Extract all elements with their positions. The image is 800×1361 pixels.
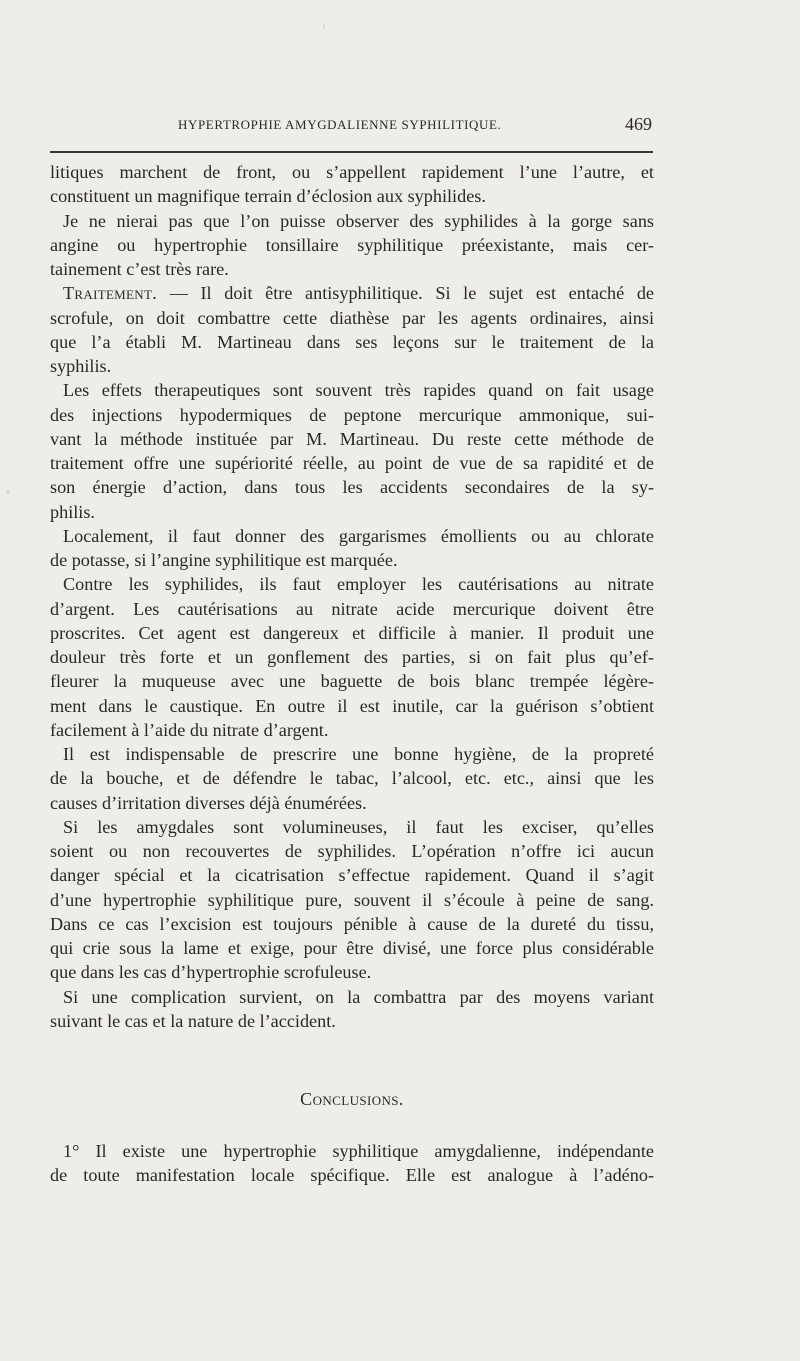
text-line: que l’a établi M. Martineau dans ses leçons sur le traitement de la: [50, 331, 654, 352]
text-line: angine ou hypertrophie tonsillaire syphilitique préexistante, mais cer-: [50, 234, 654, 255]
text-line: facilement à l’aide du nitrate d’argent.: [50, 719, 329, 740]
text-line: constituent un magnifique terrain d’éclosion aux syphilides.: [50, 186, 486, 207]
section-heading-conclusions: Conclusions.: [300, 1089, 404, 1109]
text-line: son énergie d’action, dans tous les accidents secondaires de la sy-: [50, 477, 654, 498]
text-line: traitement offre une supériorité réelle, au point de vue de sa rapidité et de: [50, 453, 654, 473]
text-line: d’argent. Les cautérisations au nitrate acide mercurique doivent être: [50, 598, 654, 619]
paper-spot: [323, 24, 325, 29]
text-line: Si une complication survient, on la combattra par des moyens variant: [63, 986, 654, 1007]
text-line: douleur très forte et un gonflement des parties, si on fait plus qu’ef-: [50, 647, 654, 667]
text-line: Si les amygdales sont volumineuses, il faut les exciser, qu’elles: [63, 816, 654, 837]
text-line: 1° Il existe une hypertrophie syphilitique amygdalienne, indépendante: [63, 1141, 654, 1161]
text-line: philis.: [50, 501, 95, 522]
running-header: [50, 114, 652, 139]
page-number: 469: [625, 114, 652, 134]
text-line: ment dans le caustique. En outre il est inutile, car la guérison s’obtient: [50, 695, 654, 716]
text-line: soient ou non recouvertes de syphilides. L’opération n’offre ici aucun: [50, 841, 654, 861]
text-line: Il est indispensable de prescrire une bonne hygiène, de la propreté: [63, 744, 654, 764]
text-line: suivant le cas et la nature de l’accident.: [50, 1010, 336, 1031]
text-line: causes d’irritation diverses déjà énumérées.: [50, 792, 367, 813]
text-line: scrofule, on doit combattre cette diathèse par les agents ordinaires, ainsi: [50, 307, 654, 328]
body-text: [50, 160, 654, 1033]
text-line: Je ne nierai pas que l’on puisse observer des syphilides à la gorge sans: [63, 210, 654, 231]
text-line: de potasse, si l’angine syphilitique est marquée.: [50, 550, 398, 570]
text-line-traitement: [50, 281, 654, 305]
text-line: danger spécial et la cicatrisation s’effectue rapidement. Quand il s’agit: [50, 865, 654, 886]
text-line-rest: — Il doit être antisyphilitique. Si le sujet est entaché de: [169, 283, 655, 304]
text-line: Dans ce cas l’excision est toujours pénible à cause de la dureté du tissu,: [50, 913, 654, 934]
text-line: qui crie sous la lame et exige, pour être divisé, une force plus considérable: [50, 938, 654, 958]
text-line: de la bouche, et de défendre le tabac, l’alcool, etc. etc., ainsi que les: [50, 768, 654, 789]
text-line: de toute manifestation locale spécifique. Elle est analogue à l’adéno-: [50, 1165, 654, 1186]
text-line: des injections hypodermiques de peptone mercurique ammonique, sui-: [50, 404, 654, 425]
header-rule: [50, 151, 653, 153]
text-line: que dans les cas d’hypertrophie scrofuleuse.: [50, 962, 372, 983]
conclusions-text: [50, 1139, 654, 1188]
text-line: syphilis.: [50, 356, 112, 376]
text-line: proscrites. Cet agent est dangereux et difficile à manier. Il produit une: [50, 622, 654, 643]
text-line: Contre les syphilides, ils faut employer les cautérisations au nitrate: [63, 574, 654, 595]
text-line: Localement, il faut donner des gargarismes émollients ou au chlorate: [63, 525, 654, 546]
text-line: d’une hypertrophie syphilitique pure, souvent il s’écoule à peine de sang.: [50, 889, 654, 910]
paper-spot: [6, 490, 10, 494]
section-label-traitement: Traitement.: [63, 283, 158, 304]
text-line: Les effets therapeutiques sont souvent très rapides quand on fait usage: [63, 380, 654, 401]
running-title: HYPERTROPHIE AMYGDALIENNE SYPHILITIQUE.: [178, 117, 502, 132]
text-line: litiques marchent de front, ou s’appellent rapidement l’une l’autre, et: [50, 162, 654, 182]
text-line: fleurer la muqueuse avec une baguette de bois blanc trempée légère-: [50, 671, 654, 692]
text-line: vant la méthode instituée par M. Martineau. Du reste cette méthode de: [50, 428, 654, 449]
text-line: tainement c’est très rare.: [50, 259, 229, 279]
